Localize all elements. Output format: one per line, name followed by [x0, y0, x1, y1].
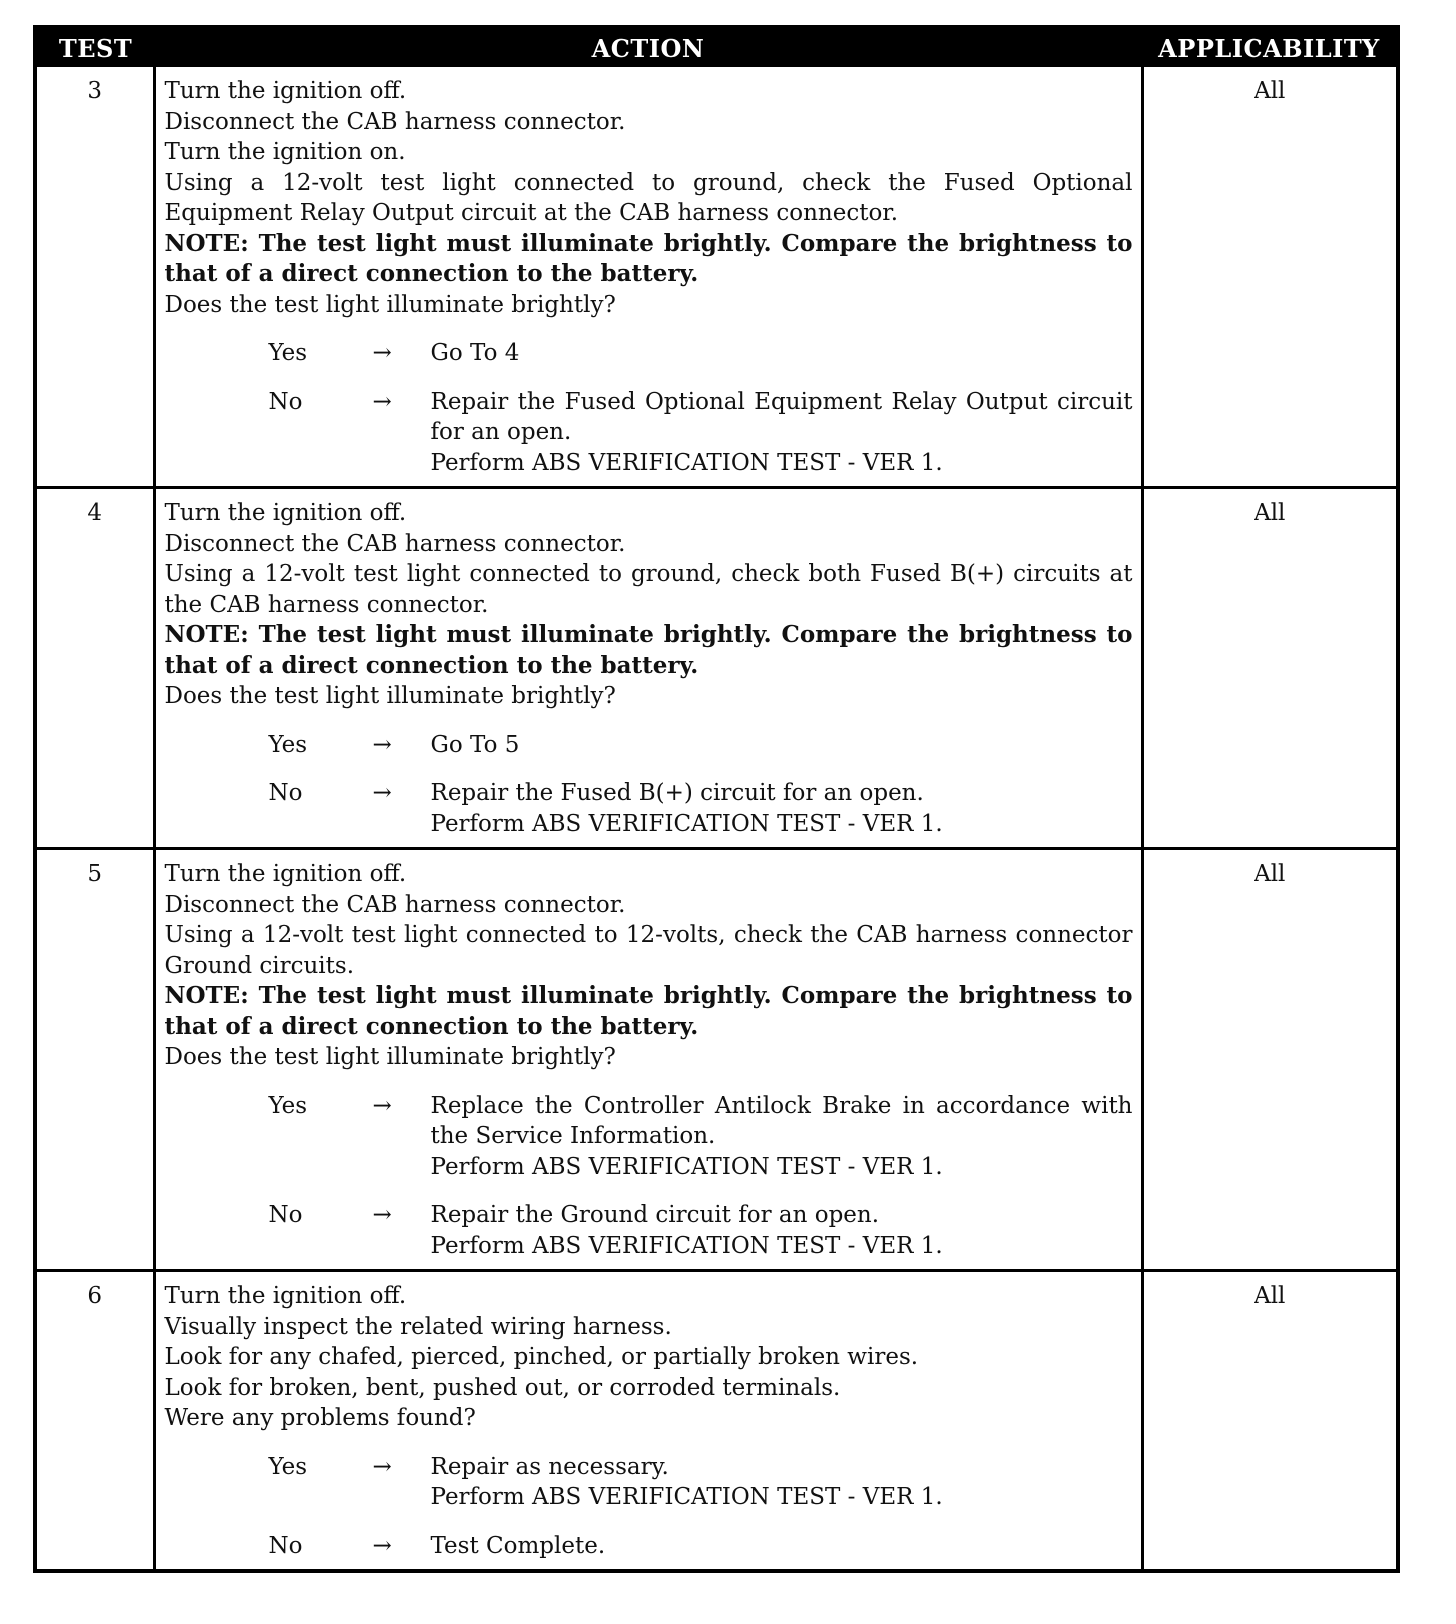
- action-step: Using a 12-volt test light connected to 12-volts, check the CAB harness connector Ground circuits.: [164, 922, 1133, 979]
- arrow-right-icon: →: [372, 780, 392, 806]
- yes-result-line: Perform ABS VERIFICATION TEST - VER 1.: [430, 1484, 943, 1510]
- no-result-line: Repair the Fused B(+) circuit for an open.: [430, 780, 924, 806]
- no-result-line: Perform ABS VERIFICATION TEST - VER 1.: [430, 810, 943, 837]
- action-cell: [154, 849, 1142, 1271]
- yes-outcome: [165, 338, 1133, 369]
- no-label: No: [268, 388, 303, 415]
- question-text: Does the test light illuminate brightly?: [164, 683, 616, 709]
- no-result-text: [431, 387, 1133, 479]
- applicability-value: All: [1142, 849, 1396, 1271]
- action-cell: [154, 1271, 1142, 1570]
- table-row: [37, 849, 1396, 1271]
- yes-outcome: [165, 1452, 1133, 1513]
- table-row: [37, 488, 1396, 849]
- no-label: No: [268, 1202, 303, 1228]
- table-row: [37, 67, 1396, 488]
- action-step: Turn the ignition off.: [164, 500, 407, 526]
- action-cell: [154, 67, 1142, 488]
- applicability-value: All: [1142, 67, 1396, 488]
- arrow-right-icon: →: [372, 340, 392, 366]
- yes-result-line: Repair as necessary.: [430, 1453, 669, 1480]
- no-outcome: [165, 778, 1133, 839]
- header-applicability: APPLICABILITY: [1142, 29, 1396, 67]
- no-label: No: [268, 780, 303, 806]
- arrow-right-icon: →: [372, 731, 392, 758]
- no-outcome: [165, 387, 1133, 479]
- test-number: 5: [37, 849, 154, 1271]
- arrow-right-icon: →: [372, 388, 392, 415]
- yes-outcome: [165, 730, 1133, 761]
- action-step: Turn the ignition on.: [164, 139, 406, 165]
- applicability-value: All: [1142, 1271, 1396, 1570]
- yes-result-line: Go To 4: [430, 340, 520, 366]
- no-result-text: [431, 1531, 1133, 1562]
- no-result-text: [431, 778, 1133, 839]
- yes-label: Yes: [268, 1453, 308, 1480]
- no-result-line: Test Complete.: [430, 1532, 606, 1559]
- yes-result-text: [431, 338, 1133, 369]
- action-step: Turn the ignition off.: [164, 1283, 407, 1309]
- table-body: [37, 67, 1396, 1569]
- action-step: Look for any chafed, pierced, pinched, or partially broken wires.: [164, 1344, 919, 1370]
- action-step: Disconnect the CAB harness connector.: [164, 891, 626, 918]
- action-step: Look for broken, bent, pushed out, or corroded terminals.: [164, 1374, 841, 1401]
- test-number: 3: [37, 67, 154, 488]
- note-text: NOTE: The test light must illuminate brightly. Compare the brightness to that of a direct connection to the battery.: [164, 229, 1133, 287]
- arrow-right-icon: →: [372, 1092, 392, 1119]
- arrow-right-icon: →: [372, 1202, 392, 1228]
- yes-outcome: [165, 1091, 1133, 1183]
- yes-result-line: Go To 5: [430, 731, 520, 758]
- yes-label: Yes: [268, 731, 308, 758]
- no-result-line: Perform ABS VERIFICATION TEST - VER 1.: [430, 449, 943, 476]
- question-text: Were any problems found?: [164, 1405, 476, 1431]
- no-outcome: [165, 1531, 1133, 1562]
- action-step: Using a 12-volt test light connected to ground, check the Fused Optional Equipment Relay Output circuit at the CAB harness connector.: [164, 169, 1133, 226]
- note-text: NOTE: The test light must illuminate brightly. Compare the brightness to that of a direct connection to the battery.: [164, 621, 1133, 679]
- action-step: Turn the ignition off.: [164, 861, 407, 887]
- yes-label: Yes: [268, 340, 308, 366]
- action-step: Disconnect the CAB harness connector.: [164, 530, 626, 557]
- no-result-line: Repair the Ground circuit for an open.: [430, 1202, 880, 1228]
- action-step: Disconnect the CAB harness connector.: [164, 108, 626, 135]
- test-number: 6: [37, 1271, 154, 1570]
- diagnostic-table-frame: [33, 25, 1400, 1573]
- action-cell: [154, 488, 1142, 849]
- no-result-line: Repair the Fused Optional Equipment Relay Output circuit for an open.: [430, 388, 1133, 445]
- yes-result-text: [431, 730, 1133, 761]
- arrow-right-icon: →: [372, 1532, 392, 1559]
- question-text: Does the test light illuminate brightly?: [164, 1044, 616, 1070]
- header-action: ACTION: [154, 29, 1142, 67]
- test-number: 4: [37, 488, 154, 849]
- diagnostic-table: [37, 29, 1396, 1569]
- no-label: No: [268, 1532, 303, 1559]
- action-step: Visually inspect the related wiring harness.: [164, 1313, 672, 1340]
- applicability-value: All: [1142, 488, 1396, 849]
- note-text: NOTE: The test light must illuminate brightly. Compare the brightness to that of a direct connection to the battery.: [164, 982, 1133, 1040]
- action-step: Turn the ignition off.: [164, 78, 407, 104]
- question-text: Does the test light illuminate brightly?: [164, 291, 616, 318]
- no-outcome: [165, 1200, 1133, 1261]
- no-result-text: [431, 1200, 1133, 1261]
- yes-result-line: Replace the Controller Antilock Brake in accordance with the Service Information.: [430, 1092, 1133, 1149]
- yes-result-text: [431, 1452, 1133, 1513]
- yes-result-text: [431, 1091, 1133, 1183]
- arrow-right-icon: →: [372, 1453, 392, 1480]
- action-step: Using a 12-volt test light connected to ground, check both Fused B(+) circuits at the CAB harness connector.: [164, 561, 1133, 618]
- no-result-line: Perform ABS VERIFICATION TEST - VER 1.: [430, 1232, 943, 1259]
- yes-result-line: Perform ABS VERIFICATION TEST - VER 1.: [430, 1153, 943, 1180]
- table-header: [37, 29, 1396, 67]
- table-row: [37, 1271, 1396, 1570]
- yes-label: Yes: [268, 1092, 308, 1119]
- header-test: TEST: [37, 29, 154, 67]
